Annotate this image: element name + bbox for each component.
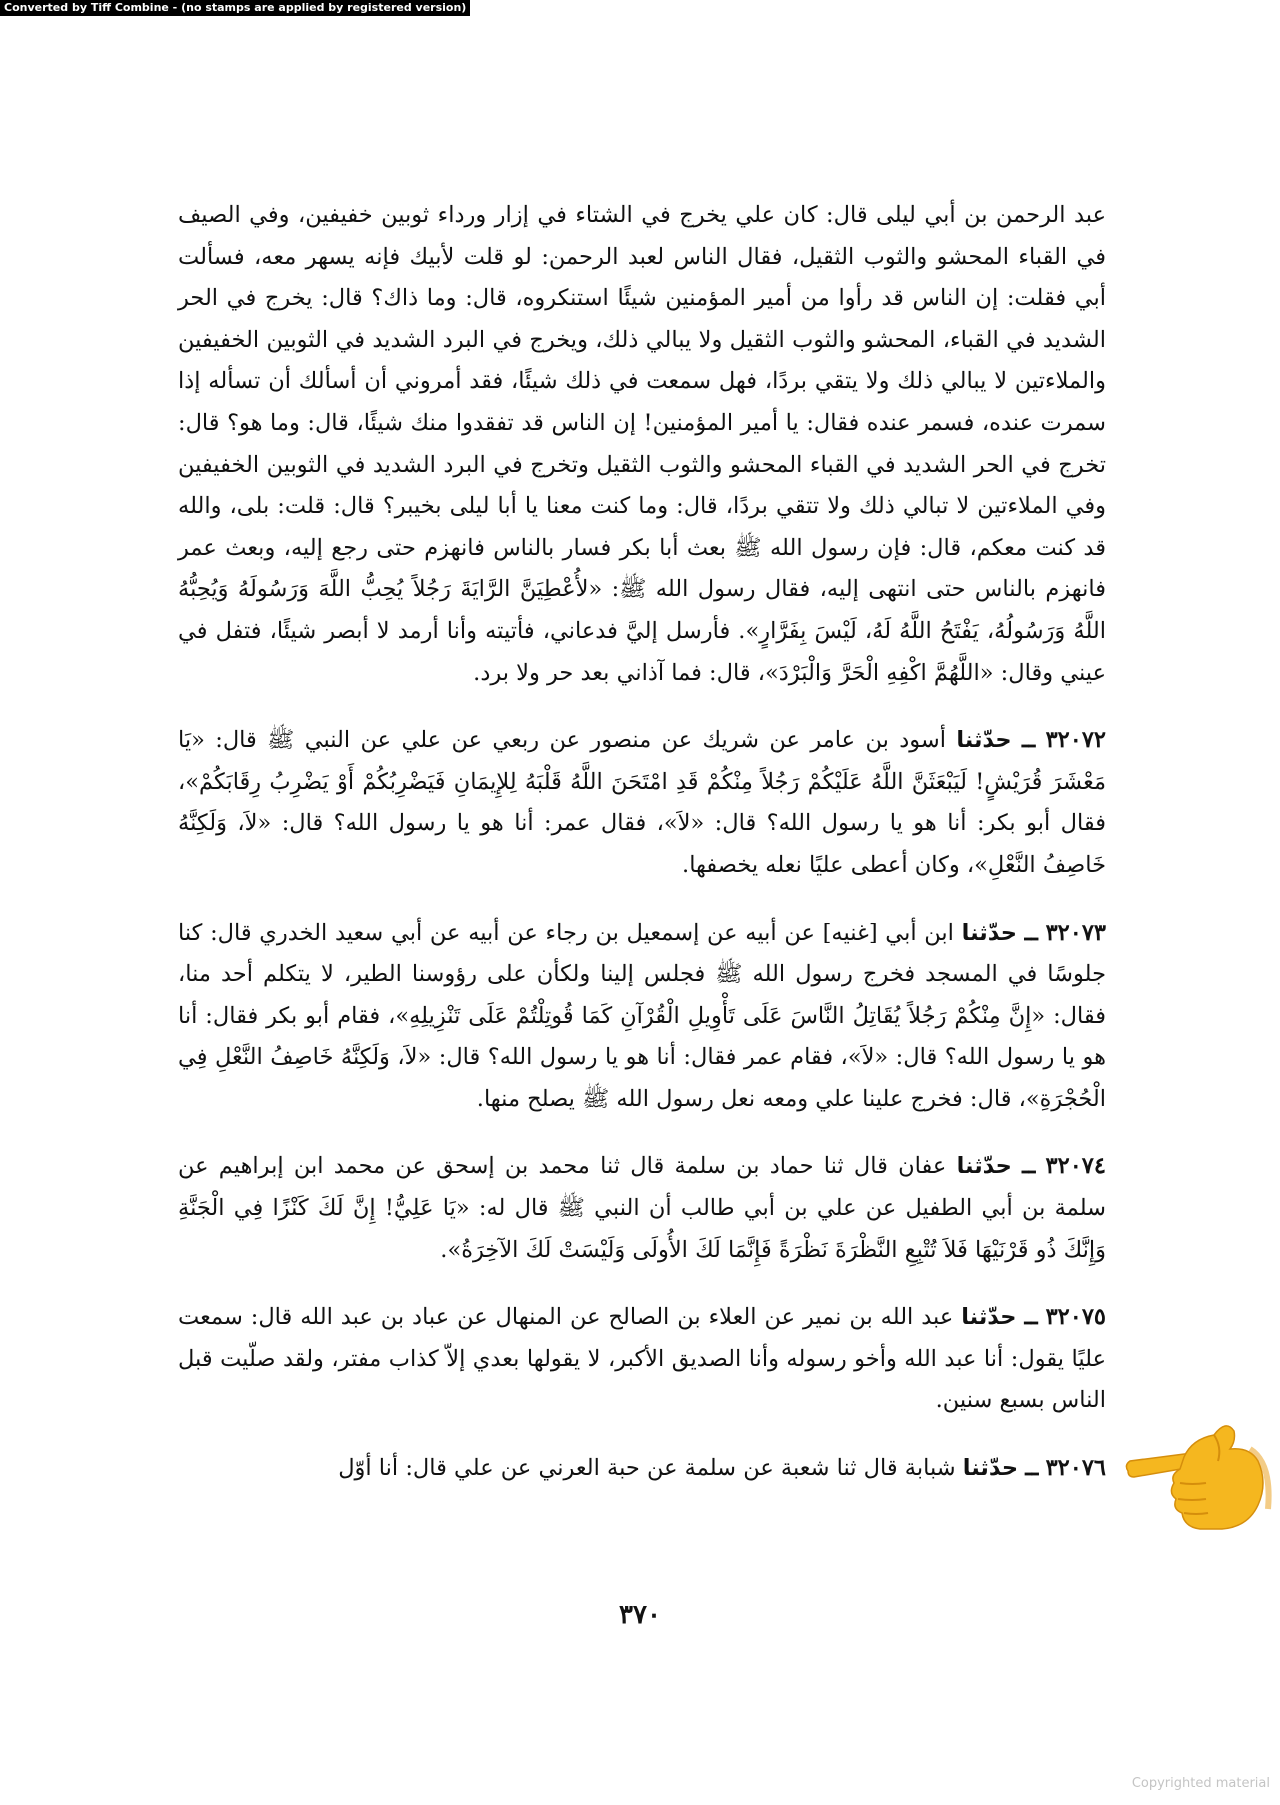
hadith-text: عفان قال ثنا حماد بن سلمة قال ثنا محمد بن إسحق عن محمد ابن إبراهيم عن سلمة بن أبي الطفيل عن علي بن أبي طالب أن النبي ﷺ قال له: «يَا عَلِيُّ! إِنَّ لَكَ كَنْزًا فِي الْجَنَّةِ وَإِنَّكَ ذُو قَرْنَيْهَا فَلاَ تُتْبِعِ النَّظْرَةَ نَظْرَةً فَإِنَّمَا لَكَ الأُولَى وَلَيْسَتْ لَكَ الآخِرَةُ». [178, 1153, 1106, 1263]
hadith-keyword: حدّثنا [961, 1304, 1017, 1331]
hadith-text: أسود بن عامر عن شريك عن منصور عن ربعي عن علي عن النبي ﷺ قال: «يَا مَعْشَرَ قُرَيْشٍ! لَيَبْعَثَنَّ اللَّهُ عَلَيْكُمْ رَجُلاً مِنْكُمْ قَدِ امْتَحَنَ اللَّهُ قَلْبَهُ لِلإِيمَانِ فَيَضْرِبُكُمْ أَوْ يَضْرِبُ رِقَابَكُمْ»، فقال أبو بكر: أنا هو يا رسول الله؟ قال: «لاَ»، فقال عمر: أنا هو يا رسول الله؟ قال: «لاَ، وَلَكِنَّهُ خَاصِفُ النَّعْلِ»، وكان أعطى عليًا نعله يخصفها. [178, 727, 1106, 878]
hadith-dash: ــ [1022, 1153, 1036, 1180]
hadith-keyword: حدّثنا [956, 1153, 1012, 1180]
continuation-paragraph: عبد الرحمن بن أبي ليلى قال: كان علي يخرج في الشتاء في إزار ورداء ثوبين خفيفين، وفي الصيف في القباء المحشو والثوب الثقيل، فقال الناس لعبد الرحمن: لو قلت لأبيك فإنه يسهر معه، فسألت أبي فقلت: إن الناس قد رأوا من أمير المؤمنين شيئًا استنكروه، قال: وما ذاك؟ قال: يخرج في الحر الشديد في القباء، المحشو والثوب الثقيل ولا يبالي ذلك، ويخرج في البرد الشديد في الثوبين الخفيفين والملاءتين لا يبالي ذلك ولا يتقي بردًا، فهل سمعت في ذلك شيئًا، فقد أمروني أن أسألك أن تسأله إذا سمرت عنده، فسمر عنده فقال: يا أمير المؤمنين! إن الناس قد تفقدوا منك شيئًا، قال: وما هو؟ قال: تخرج في الحر الشديد في القباء المحشو والثوب الثقيل وتخرج في البرد الشديد في الثوبين الخفيفين وفي الملاءتين لا تبالي ذلك ولا تتقي بردًا، قال: وما كنت معنا يا أبا ليلى بخيبر؟ قال: قلت: بلى، والله قد كنت معكم، قال: فإن رسول الله ﷺ بعث أبا بكر فسار بالناس فانهزم حتى رجع إليه، وبعث عمر فانهزم بالناس حتى انتهى إليه، فقال رسول الله ﷺ: «لأُعْطِيَنَّ الرَّايَةَ رَجُلاً يُحِبُّ اللَّهَ وَرَسُولَهُ وَيُحِبُّهُ اللَّهُ وَرَسُولُهُ، يَفْتَحُ اللَّهُ لَهُ، لَيْسَ بِفَرَّارٍ». فأرسل إليَّ فدعاني، فأتيته وأنا أرمد لا أبصر شيئًا، فتفل في عيني وقال: «اللَّهُمَّ اكْفِهِ الْحَرَّ وَالْبَرْدَ»، قال: فما آذاني بعد حر ولا برد. [178, 202, 1106, 686]
hadith-number: ٣٢٠٧٤ [1045, 1153, 1106, 1180]
hadith-entry [178, 720, 1106, 886]
hadith-entry [178, 913, 1106, 1121]
page-number: ٣٧٠ [619, 1600, 661, 1630]
hadith-text: عبد الله بن نمير عن العلاء بن الصالح عن المنهال عن عباد بن عبد الله قال: سمعت عليًا يقول: أنا عبد الله وأخو رسوله وأنا الصديق الأكبر، لا يقولها بعدي إلاّ كذاب مفتر، ولقد صلّيت قبل الناس بسبع سنين. [178, 1304, 1106, 1414]
hadith-dash: ــ [1024, 919, 1038, 946]
pointing-hand-icon [1122, 1413, 1272, 1535]
hadith-number: ٣٢٠٧٦ [1045, 1455, 1106, 1482]
hadith-keyword: حدّثنا [961, 919, 1017, 946]
hadith-text: ابن أبي [غنيه] عن أبيه عن إسمعيل بن رجاء عن أبيه عن أبي سعيد الخدري قال: كنا جلوسًا في المسجد فخرج رسول الله ﷺ فجلس إلينا ولكأن على رؤوسنا الطير، لا يتكلم أحد منا، فقال: «إِنَّ مِنْكُمْ رَجُلاً يُقَاتِلُ النَّاسَ عَلَى تَأْوِيلِ الْقُرْآنِ كَمَا قُوتِلْتُمْ عَلَى تَنْزِيلِهِ»، فقام أبو بكر فقال: أنا هو يا رسول الله؟ قال: «لاَ»، فقام عمر فقال: أنا هو يا رسول الله؟ قال: «لاَ، وَلَكِنَّهُ خَاصِفُ النَّعْلِ فِي الْحُجْرَةِ»، قال: فخرج علينا علي ومعه نعل رسول الله ﷺ يصلح منها. [178, 919, 1106, 1112]
copyright-watermark: Copyrighted material [1131, 1776, 1270, 1791]
page-body [178, 195, 1106, 1490]
hadith-text: شبابة قال ثنا شعبة عن سلمة عن حبة العرني عن علي قال: أنا أوّل [338, 1455, 956, 1482]
hadith-dash: ــ [1022, 727, 1036, 754]
hadith-number: ٣٢٠٧٣ [1045, 919, 1107, 946]
hadith-dash: ــ [1024, 1304, 1038, 1331]
hadith-keyword: حدّثنا [956, 727, 1012, 754]
hadith-entry [178, 1448, 1106, 1490]
converter-banner: Converted by Tiff Combine - (no stamps are applied by registered version) [0, 0, 470, 16]
hadith-entry [178, 1297, 1106, 1422]
hadith-entry [178, 1146, 1106, 1271]
hadith-number: ٣٢٠٧٢ [1045, 727, 1106, 754]
hadith-number: ٣٢٠٧٥ [1045, 1304, 1106, 1331]
hadith-keyword: حدّثنا [962, 1455, 1019, 1482]
hadith-dash: ــ [1025, 1455, 1039, 1482]
